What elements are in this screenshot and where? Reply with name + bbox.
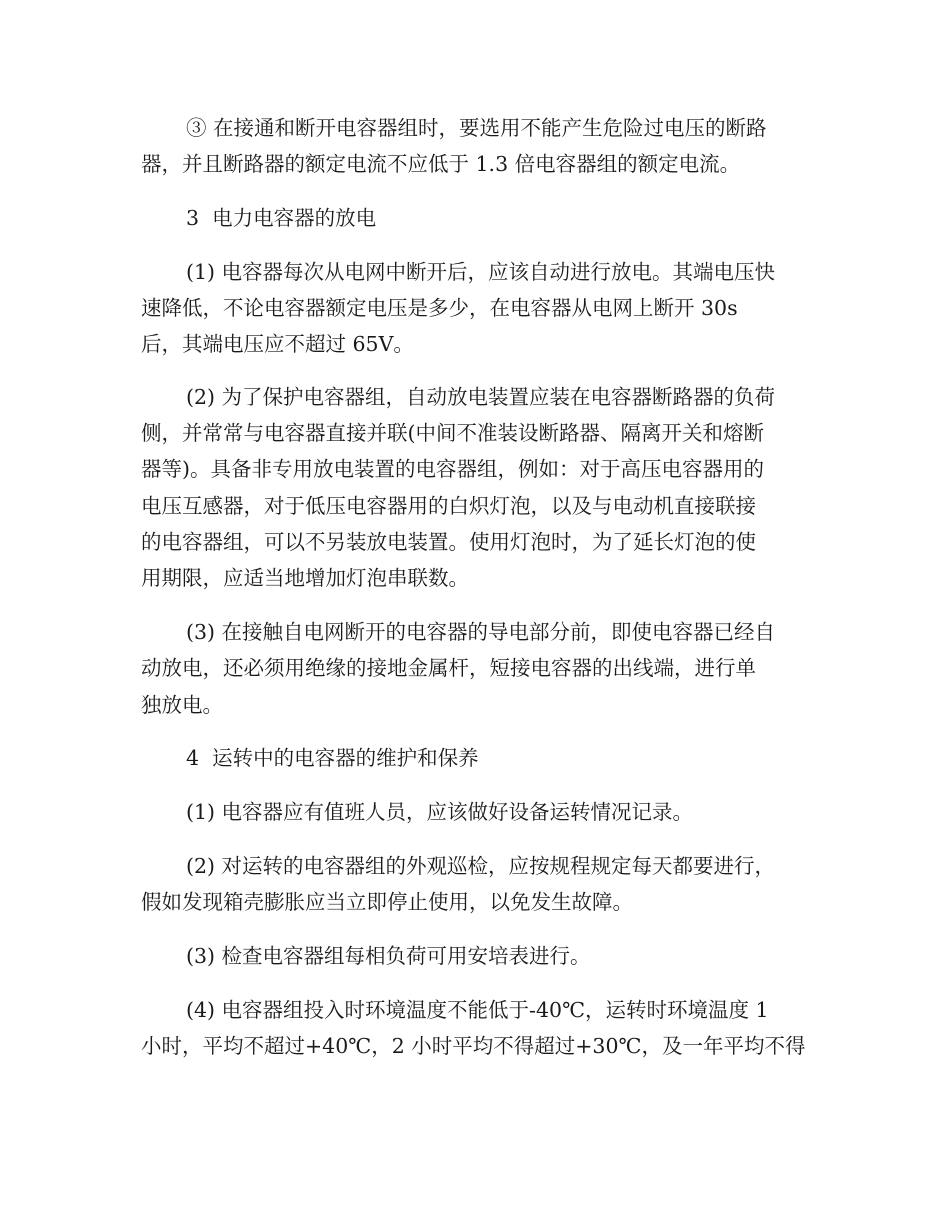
paragraph-line: 的电容器组，可以不另装放电装置。使用灯泡时，为了延长灯泡的使: [141, 530, 756, 554]
section-heading: 3 电力电容器的放电: [186, 206, 377, 230]
paragraph-line: (4) 电容器组投入时环境温度不能低于-40℃，运转时环境温度 1: [186, 998, 769, 1022]
paragraph-line: (1) 电容器应有值班人员，应该做好设备运转情况记录。: [186, 800, 694, 824]
paragraph-line: ③ 在接通和断开电容器组时，要选用不能产生危险过电压的断路: [186, 116, 767, 140]
paragraph-line: 独放电。: [141, 693, 223, 717]
paragraph-line: (3) 在接触自电网断开的电容器的导电部分前，即使电容器已经自: [186, 620, 776, 644]
paragraph-line: 小时，平均不超过+40℃，2 小时平均不得超过+30℃，及一年平均不得: [141, 1034, 806, 1058]
paragraph-line: (3) 检查电容器组每相负荷可用安培表进行。: [186, 944, 591, 968]
paragraph-line: 后，其端电压应不超过 65V。: [141, 332, 414, 356]
paragraph-line: 速降低，不论电容器额定电压是多少，在电容器从电网上断开 30s: [141, 296, 738, 320]
paragraph-line: 侧，并常常与电容器直接并联(中间不准装设断路器、隔离开关和熔断: [141, 421, 764, 445]
paragraph-line: 动放电，还必须用绝缘的接地金属杆，短接电容器的出线端，进行单: [141, 656, 756, 680]
paragraph-line: 用期限，应适当地增加灯泡串联数。: [141, 566, 469, 590]
paragraph-line: 器等)。具备非专用放电装置的电容器组，例如：对于高压电容器用的: [141, 457, 764, 481]
paragraph-line: 电压互感器，对于低压电容器用的白炽灯泡，以及与电动机直接联接: [141, 494, 756, 518]
section-heading: 4 运转中的电容器的维护和保养: [186, 746, 479, 770]
paragraph-line: 器，并且断路器的额定电流不应低于 1.3 倍电容器组的额定电流。: [141, 152, 741, 176]
paragraph-line: (2) 对运转的电容器组的外观巡检，应按规程规定每天都要进行，: [186, 854, 776, 878]
paragraph-line: (1) 电容器每次从电网中断开后，应该自动进行放电。其端电压快: [186, 260, 776, 284]
paragraph-line: (2) 为了保护电容器组，自动放电装置应装在电容器断路器的负荷: [186, 385, 776, 409]
paragraph-line: 假如发现箱壳膨胀应当立即停止使用，以免发生故障。: [141, 890, 633, 914]
